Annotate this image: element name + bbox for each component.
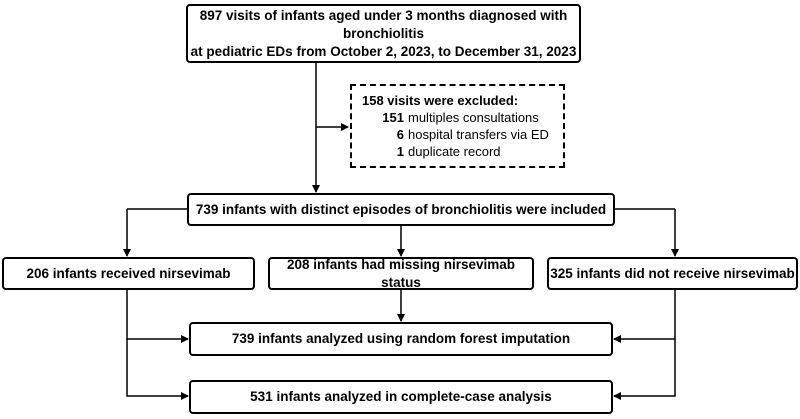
exclusion-label: hospital transfers via ED <box>408 127 549 142</box>
complete-case-analysis-box <box>189 380 613 414</box>
exclusion-item <box>362 109 553 126</box>
not-received-nirsevimab-box <box>547 257 798 290</box>
exclusion-item <box>362 143 553 160</box>
missing-status-box <box>268 257 534 290</box>
arrow-received-to-complete <box>127 339 188 396</box>
exclusion-label: multiples consultations <box>408 110 539 125</box>
received-nirsevimab-text: 206 infants received nirsevimab <box>26 265 231 281</box>
imputation-analysis-box <box>189 322 613 356</box>
imputation-analysis-text: 739 infants analyzed using random forest imputation <box>231 331 571 346</box>
source-visits-line1: 897 visits of infants aged under 3 months diagnosed with bronchiolitis <box>199 7 568 41</box>
included-infants-box <box>187 193 615 226</box>
source-visits-box <box>186 4 581 63</box>
exclusion-count: 151 <box>382 110 404 125</box>
exclusion-title: 158 visits were excluded: <box>362 93 519 108</box>
included-infants-text: 739 infants with distinct episodes of bronchiolitis were included <box>195 201 607 217</box>
exclusion-count: 1 <box>396 144 404 159</box>
received-nirsevimab-box <box>2 257 255 290</box>
missing-status-text: 208 infants had missing nirsevimab status <box>286 256 516 290</box>
arrow-not-received-to-complete <box>614 339 675 396</box>
not-received-nirsevimab-text: 325 infants did not receive nirsevimab <box>550 265 795 281</box>
exclusion-box <box>350 84 565 168</box>
arrow-received-to-imputation <box>127 288 188 339</box>
source-visits-line2: at pediatric EDs from October 2, 2023, to December 31, 2023 <box>190 43 577 59</box>
exclusion-item <box>362 126 553 143</box>
complete-case-analysis-text: 531 infants analyzed in complete-case analysis <box>250 389 552 404</box>
arrow-not-received-to-imputation <box>614 288 675 339</box>
exclusion-count: 6 <box>396 127 404 142</box>
exclusion-label: duplicate record <box>408 144 501 159</box>
